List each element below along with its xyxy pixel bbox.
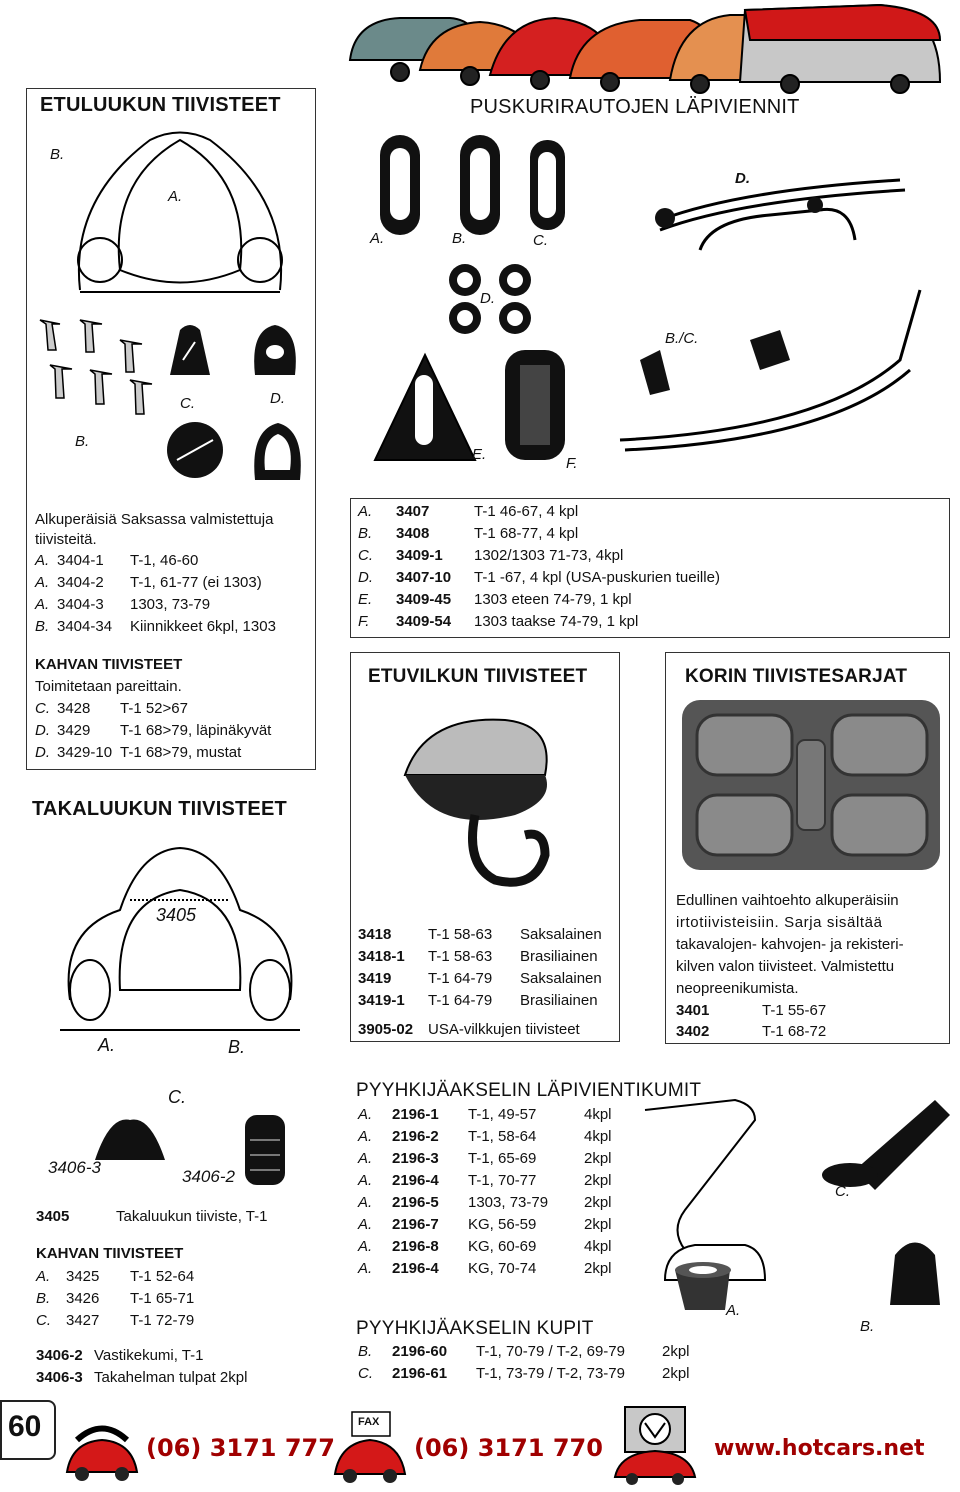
part-qty: 2kpl: [584, 1194, 612, 1211]
wiper-label-a: A.: [726, 1302, 741, 1319]
bumper-label-d1: D.: [480, 290, 495, 307]
part-letter: C.: [358, 547, 373, 564]
part-letter: F.: [358, 613, 370, 630]
bumper-label-d2: D.: [735, 170, 750, 187]
part-desc: 1303 taakse 74-79, 1 kpl: [474, 613, 639, 630]
part-code: 3404-34: [57, 618, 113, 635]
part-desc: Takahelman tulpat 2kpl: [94, 1369, 248, 1386]
bumper-title: PUSKURIRAUTOJEN LÄPIVIENNIT: [470, 96, 800, 118]
wiper-label-c: C.: [835, 1183, 850, 1200]
front-handle-title: KAHVAN TIIVISTEET: [35, 656, 183, 673]
part-code: 2196-2: [392, 1128, 439, 1145]
part-desc: T-1 68-72: [762, 1023, 827, 1040]
part-letter: D.: [35, 744, 50, 761]
desc-line: irtotiivisteisiin. Sarja sisältää: [676, 914, 883, 931]
part-code: 3404-2: [57, 574, 104, 591]
rear-handle-title: KAHVAN TIIVISTEET: [36, 1245, 184, 1262]
part-desc: Vastikekumi, T-1: [94, 1347, 204, 1364]
part-code: 3419-1: [358, 992, 405, 1009]
part-letter: C.: [358, 1365, 373, 1382]
part-desc: T-1, 73-79 / T-2, 73-79: [476, 1365, 625, 1382]
header-cars-illustration: [340, 0, 950, 90]
part-qty: 2kpl: [662, 1365, 690, 1382]
footer-phone: (06) 3171 777: [146, 1434, 335, 1462]
part-code: 2196-4: [392, 1260, 439, 1277]
phone-car-icon: [62, 1412, 142, 1484]
part-desc: T-1, 49-57: [468, 1106, 537, 1123]
wiper-label-b: B.: [860, 1318, 875, 1335]
part-desc: KG, 70-74: [468, 1260, 537, 1277]
part-letter: A.: [358, 503, 373, 520]
desc-line: neopreenikumista.: [676, 980, 799, 997]
bumper-label-a: A.: [370, 230, 385, 247]
part-letter: A.: [36, 1268, 51, 1285]
part-letter: C.: [35, 700, 50, 717]
rear-label-a: A.: [98, 1035, 116, 1055]
bumper-illustration: [620, 160, 950, 460]
part-desc: T-1 46-67, 4 kpl: [474, 503, 579, 520]
handle-seal-c-illustration: [165, 320, 215, 380]
part-letter: A.: [358, 1106, 373, 1123]
part-desc: T-1 -67, 4 kpl (USA-puskurien tueille): [474, 569, 720, 586]
body-kit-seals-illustration: [682, 700, 940, 870]
fig-label-a: A.: [168, 188, 183, 205]
desc-line: Edullinen vaihtoehto alkuperäisiin: [676, 892, 899, 909]
computer-car-icon: [610, 1405, 700, 1485]
part-code: 3426: [66, 1290, 100, 1307]
part-desc: 1303, 73-79: [130, 596, 211, 613]
fig-label-c: C.: [180, 395, 195, 412]
part-code: 3406-3: [36, 1369, 83, 1386]
front-hood-intro: Alkuperäisiä Saksassa valmistettuja tiivisteitä.: [35, 511, 274, 548]
part-code: 3407: [396, 503, 430, 520]
part-desc: USA-vilkkujen tiivisteet: [428, 1021, 580, 1038]
part-letter: D.: [358, 569, 373, 586]
fig-label-b-top: B.: [50, 146, 65, 163]
part-letter: A.: [358, 1150, 373, 1167]
part-model: T-1 58-63: [428, 948, 493, 965]
part-code: 2196-5: [392, 1194, 439, 1211]
part-letter: B.: [35, 618, 50, 635]
round-seal-illustration: [165, 420, 225, 480]
part-desc: T-1 65-71: [130, 1290, 195, 1307]
part-letter: B.: [36, 1290, 51, 1307]
shaped-seal-illustration: [250, 420, 305, 485]
part-letter: B.: [358, 1343, 373, 1360]
hood-fasteners-illustration: [30, 310, 170, 420]
part-qty: 2kpl: [584, 1150, 612, 1167]
part-desc: KG, 56-59: [468, 1216, 537, 1233]
part-desc: 1302/1303 71-73, 4kpl: [474, 547, 624, 564]
desc-line: takavalojen- kahvojen- ja rekisteri-: [676, 936, 904, 953]
part-desc: T-1 52-64: [130, 1268, 195, 1285]
part-code: 3905-02: [358, 1021, 414, 1038]
part-letter: A.: [358, 1260, 373, 1277]
footer-fax: (06) 3171 770: [414, 1434, 603, 1462]
part-code: 3401: [676, 1002, 710, 1019]
part-desc: 1303, 73-79: [468, 1194, 549, 1211]
part-origin: Saksalainen: [520, 926, 602, 943]
page-number: 60: [8, 1410, 42, 1443]
part-code: 2196-4: [392, 1172, 439, 1189]
part-code: 3418-1: [358, 948, 405, 965]
part-letter: A.: [358, 1172, 373, 1189]
part-desc: T-1, 65-69: [468, 1150, 537, 1167]
part-letter: A.: [358, 1194, 373, 1211]
part-qty: 4kpl: [584, 1128, 612, 1145]
front-handle-note: Toimitetaan pareittain.: [35, 678, 182, 695]
fig-label-d: D.: [270, 390, 285, 407]
bumper-label-e: E.: [472, 446, 487, 463]
part-desc: T-1 68>79, läpinäkyvät: [120, 722, 272, 739]
part-qty: 4kpl: [584, 1106, 612, 1123]
part-code: 2196-60: [392, 1343, 448, 1360]
part-code: 3405: [36, 1208, 70, 1225]
part-letter: A.: [35, 596, 50, 613]
part-code: 3428: [57, 700, 91, 717]
handle-seal-d-illustration: [250, 320, 300, 380]
part-code: 3409-45: [396, 591, 452, 608]
footer-web: www.hotcars.net: [714, 1436, 925, 1461]
front-hood-title: ETULUUKUN TIIVISTEET: [40, 94, 281, 116]
fax-label: FAX: [358, 1416, 380, 1428]
part-desc: T-1 72-79: [130, 1312, 195, 1329]
part-letter: A.: [358, 1128, 373, 1145]
part-model: T-1 64-79: [428, 992, 493, 1009]
part-code: 3419: [358, 970, 392, 987]
rear-label-p1: 3406-3: [48, 1158, 101, 1177]
part-desc: T-1 68-77, 4 kpl: [474, 525, 579, 542]
rear-plug-illustration: [90, 1115, 170, 1165]
part-letter: B.: [358, 525, 373, 542]
part-desc: T-1, 46-60: [130, 552, 199, 569]
part-code: 3425: [66, 1268, 100, 1285]
part-code: 2196-3: [392, 1150, 439, 1167]
part-qty: 2kpl: [584, 1216, 612, 1233]
rear-hood-title: TAKALUUKUN TIIVISTEET: [32, 798, 287, 820]
wiper-cap-illustration: [880, 1230, 950, 1310]
rear-label-c: C.: [168, 1087, 186, 1107]
part-qty: 2kpl: [584, 1172, 612, 1189]
beetle-rear-illustration: [60, 840, 300, 1040]
part-desc: T-1, 70-79 / T-2, 69-79: [476, 1343, 625, 1360]
fig-label-b-bottom: B.: [75, 433, 90, 450]
part-desc: T-1 52>67: [120, 700, 188, 717]
part-code: 3407-10: [396, 569, 452, 586]
part-origin: Brasiliainen: [520, 992, 598, 1009]
part-qty: 2kpl: [662, 1343, 690, 1360]
part-letter: A.: [358, 1238, 373, 1255]
part-desc: T-1 68>79, mustat: [120, 744, 242, 761]
part-model: T-1 58-63: [428, 926, 493, 943]
beetle-front-illustration: [60, 120, 300, 300]
bumper-washers-illustration: [440, 260, 550, 340]
part-code: 2196-7: [392, 1216, 439, 1233]
part-qty: 2kpl: [584, 1260, 612, 1277]
bumper-label-bc: B./C.: [665, 330, 699, 347]
rear-label-b: B.: [228, 1037, 246, 1057]
turn-signal-illustration: [395, 705, 595, 900]
part-desc: 1303 eteen 74-79, 1 kpl: [474, 591, 632, 608]
part-desc: T-1, 70-77: [468, 1172, 537, 1189]
part-letter: A.: [35, 552, 50, 569]
part-code: 3406-2: [36, 1347, 83, 1364]
part-code: 3409-1: [396, 547, 443, 564]
part-desc: T-1 55-67: [762, 1002, 827, 1019]
part-code: 3404-1: [57, 552, 104, 569]
wiper-caps-title: PYYHKIJÄAKSELIN KUPIT: [356, 1318, 594, 1339]
part-code: 2196-61: [392, 1365, 448, 1382]
turn-signal-title: ETUVILKUN TIIVISTEET: [368, 666, 588, 687]
part-desc: Takaluukun tiiviste, T-1: [116, 1208, 268, 1225]
rear-label-part: 3405: [156, 905, 197, 925]
part-code: 2196-8: [392, 1238, 439, 1255]
desc-line: kilven valon tiivisteet. Valmistettu: [676, 958, 895, 975]
part-code: 3408: [396, 525, 430, 542]
bumper-label-f: F.: [566, 455, 578, 472]
part-letter: C.: [36, 1312, 51, 1329]
part-code: 3429-10: [57, 744, 113, 761]
bumper-label-b: B.: [452, 230, 467, 247]
part-qty: 4kpl: [584, 1238, 612, 1255]
rear-rubber-illustration: [240, 1110, 290, 1190]
part-letter: D.: [35, 722, 50, 739]
body-kits-title: KORIN TIIVISTESARJAT: [685, 666, 908, 687]
part-code: 3427: [66, 1312, 100, 1329]
bumper-label-c: C.: [533, 232, 548, 249]
part-origin: Saksalainen: [520, 970, 602, 987]
part-letter: A.: [35, 574, 50, 591]
part-code: 3404-3: [57, 596, 104, 613]
part-desc: KG, 60-69: [468, 1238, 537, 1255]
part-desc: T-1, 61-77 (ei 1303): [130, 574, 262, 591]
wiper-grommets-title: PYYHKIJÄAKSELIN LÄPIVIENTIKUMIT: [356, 1080, 702, 1101]
part-code: 3418: [358, 926, 392, 943]
part-code: 3402: [676, 1023, 710, 1040]
part-code: 3429: [57, 722, 91, 739]
part-code: 2196-1: [392, 1106, 439, 1123]
rear-label-p2: 3406-2: [182, 1167, 235, 1186]
part-code: 3409-54: [396, 613, 452, 630]
part-model: T-1 64-79: [428, 970, 493, 987]
part-origin: Brasiliainen: [520, 948, 598, 965]
part-letter: E.: [358, 591, 373, 608]
part-desc: T-1, 58-64: [468, 1128, 537, 1145]
part-letter: A.: [358, 1216, 373, 1233]
part-desc: Kiinnikkeet 6kpl, 1303: [130, 618, 276, 635]
